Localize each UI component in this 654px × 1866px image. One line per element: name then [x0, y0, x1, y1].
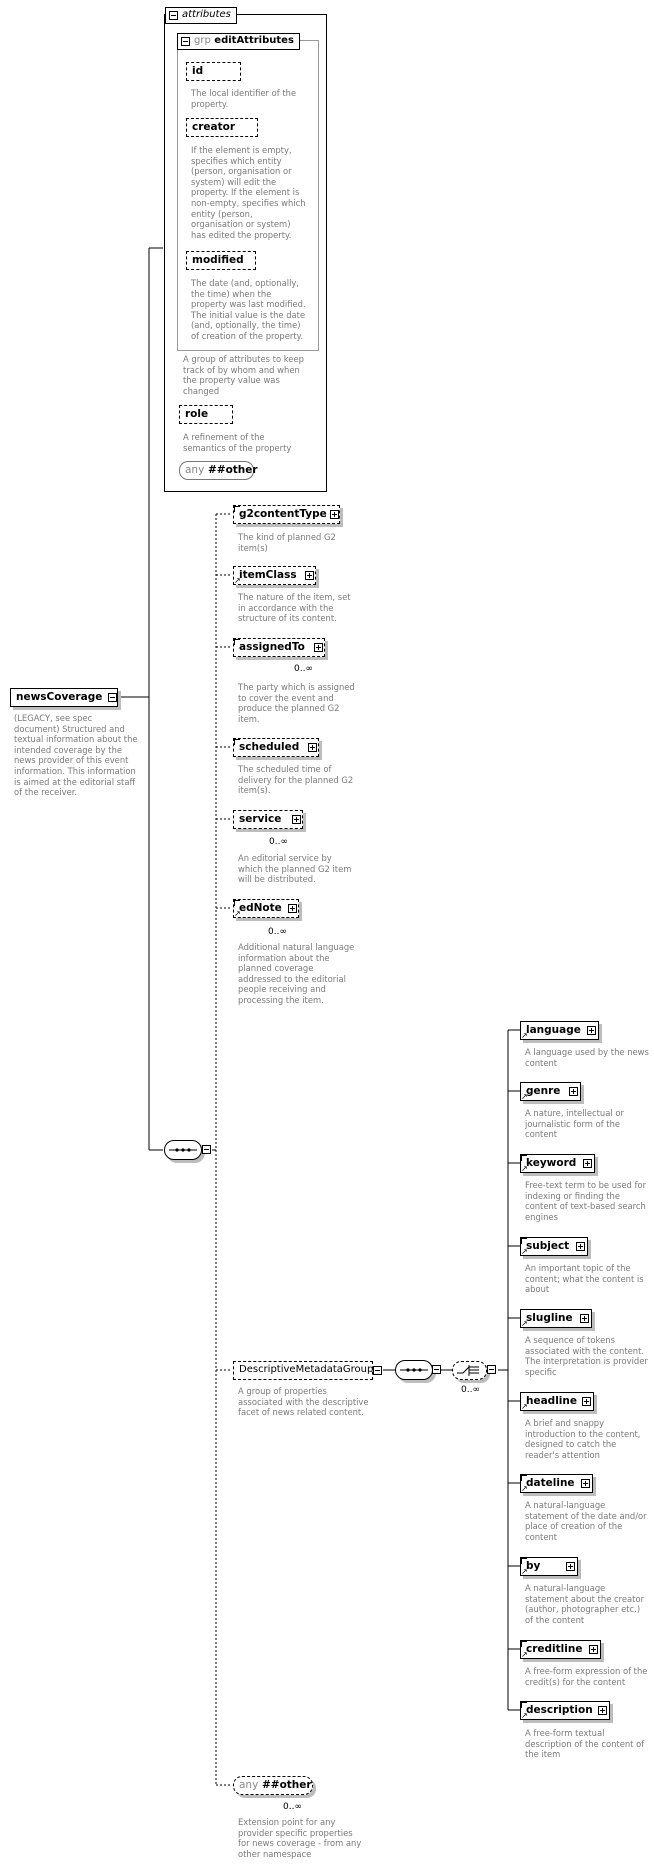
element-slugline-desc: A sequence of tokens associated with the content. The interpretation is provider specific: [525, 1335, 648, 1377]
sequence-any-other[interactable]: any ##other: [233, 1776, 313, 1795]
element-subject-desc: An important topic of the content; what the content is about: [525, 1263, 644, 1295]
expand-icon[interactable]: [583, 1159, 592, 1168]
element-corner: [521, 1641, 527, 1647]
collapse-icon[interactable]: [373, 1366, 382, 1375]
expand-icon[interactable]: [308, 743, 317, 752]
choice-cardinality: 0..∞: [461, 1385, 480, 1395]
reference-arrow-icon: ↗: [521, 1650, 528, 1659]
edit-attributes-group-title[interactable]: grp editAttributes: [177, 33, 300, 50]
reference-arrow-icon: ↗: [521, 1319, 528, 1328]
element-description[interactable]: description: [520, 1701, 610, 1720]
element-corner: [521, 1155, 527, 1161]
reference-arrow-icon: ↗: [521, 1402, 528, 1411]
collapse-icon[interactable]: [432, 1365, 441, 1374]
element-subject[interactable]: subject: [520, 1237, 588, 1256]
sequence-icon: [165, 1141, 201, 1159]
element-g2contentType-desc: The kind of planned G2 item(s): [238, 532, 336, 553]
element-service-cardinality: 0..∞: [269, 837, 288, 847]
expand-icon[interactable]: [566, 1562, 575, 1571]
reference-arrow-icon: ↗: [521, 1711, 528, 1720]
choice-icon: [453, 1362, 486, 1379]
element-by-desc: A natural-language statement about the creator (author, photographer etc.) of the content: [525, 1583, 645, 1625]
reference-arrow-icon: ↗: [521, 1164, 528, 1173]
collapse-icon[interactable]: [108, 693, 117, 702]
attribute-id-desc: The local identifier of the property.: [191, 88, 297, 109]
element-corner: [521, 1702, 527, 1708]
reference-arrow-icon: ↗: [234, 576, 241, 585]
reference-arrow-icon: ↗: [521, 1031, 528, 1040]
element-corner: [521, 1238, 527, 1244]
expand-icon[interactable]: [576, 1242, 585, 1251]
element-slugline[interactable]: slugline: [520, 1309, 592, 1328]
collapse-icon[interactable]: [202, 1145, 211, 1154]
element-creditline-desc: A free-form expression of the credit(s) for the content: [525, 1666, 648, 1687]
element-scheduled-desc: The scheduled time of delivery for the planned G2 item(s).: [238, 764, 354, 796]
element-edNote-desc: Additional natural language information about the planned coverage addressed to the editorial people receiving and processing the item.: [238, 942, 355, 1005]
expand-icon[interactable]: [330, 510, 339, 519]
attribute-any-other[interactable]: any ##other: [179, 461, 254, 480]
element-corner: [234, 900, 240, 906]
collapse-icon[interactable]: [487, 1365, 496, 1374]
collapse-icon[interactable]: [181, 37, 190, 46]
element-edNote[interactable]: edNote: [233, 899, 299, 918]
reference-arrow-icon: ↗: [521, 1484, 528, 1493]
expand-icon[interactable]: [589, 1645, 598, 1654]
element-service[interactable]: service: [233, 810, 303, 829]
element-by[interactable]: by: [520, 1557, 578, 1576]
element-description-desc: A free-form textual description of the content of the item: [525, 1728, 645, 1760]
element-service-desc: An editorial service by which the planned G2 item will be distributed.: [238, 853, 352, 885]
element-scheduled[interactable]: scheduled: [233, 738, 319, 757]
attribute-modified-desc: The date (and, optionally, the time) when the property was last modified. The initial value is the date (and, optionally, the time) of creation of the property.: [191, 278, 306, 341]
expand-icon[interactable]: [569, 1087, 578, 1096]
element-genre[interactable]: genre: [520, 1082, 581, 1101]
element-corner: [234, 639, 240, 645]
expand-icon[interactable]: [581, 1479, 590, 1488]
edit-attributes-group-desc: A group of attributes to keep track of by whom and when the property value was changed: [183, 354, 304, 396]
reference-arrow-icon: ↗: [234, 909, 241, 918]
element-assignedTo-cardinality: 0..∞: [294, 664, 313, 674]
reference-arrow-icon: ↗: [521, 1567, 528, 1576]
element-corner: [234, 506, 240, 512]
expand-icon[interactable]: [305, 571, 314, 580]
element-creditline[interactable]: creditline: [520, 1640, 601, 1659]
element-dateline-desc: A natural-language statement of the date and/or place of creation of the content: [525, 1500, 647, 1542]
sequence-compositor[interactable]: [164, 1140, 202, 1160]
expand-icon[interactable]: [598, 1706, 607, 1715]
element-keyword[interactable]: keyword: [520, 1154, 595, 1173]
expand-icon[interactable]: [288, 904, 297, 913]
element-itemClass[interactable]: itemClass: [233, 566, 316, 585]
expand-icon[interactable]: [580, 1314, 589, 1323]
element-headline-desc: A brief and snappy introduction to the content, designed to catch the reader's attention: [525, 1418, 641, 1460]
expand-icon[interactable]: [582, 1397, 591, 1406]
attribute-creator-desc: If the element is empty, specifies which entity (person, organisation or system) will edit the property. If the element is non-empty, specifies which entity (person, organisation or system) has edited the property.: [191, 145, 306, 240]
attribute-role[interactable]: role: [179, 405, 233, 424]
expand-icon[interactable]: [314, 643, 323, 652]
choice-compositor[interactable]: [452, 1361, 487, 1380]
element-corner: [521, 1558, 527, 1564]
element-dateline[interactable]: dateline: [520, 1474, 593, 1493]
group-descriptive-metadata[interactable]: DescriptiveMetadataGroup: [233, 1361, 373, 1380]
attribute-modified[interactable]: modified: [186, 251, 256, 270]
element-g2contentType[interactable]: g2contentType: [233, 505, 340, 524]
element-language-desc: A language used by the news content: [525, 1047, 649, 1068]
attribute-role-desc: A refinement of the semantics of the property: [183, 432, 292, 453]
element-itemClass-desc: The nature of the item, set in accordance with the structure of its content.: [238, 592, 351, 624]
reference-arrow-icon: ↗: [521, 1092, 528, 1101]
inner-sequence-compositor[interactable]: [395, 1360, 433, 1380]
element-genre-desc: A nature, intellectual or journalistic form of the content: [525, 1108, 624, 1140]
sequence-any-cardinality: 0..∞: [283, 1802, 302, 1812]
sequence-icon: [396, 1361, 432, 1379]
root-element-desc: (LEGACY, see spec document) Structured and textual information about the intended coverage by the news provider of this event information. This information is aimed at the editorial staff of the receiver.: [14, 713, 138, 798]
sequence-any-desc: Extension point for any provider specific properties for news coverage - from any other namespace: [238, 1817, 362, 1859]
element-assignedTo[interactable]: assignedTo: [233, 638, 325, 657]
attribute-creator[interactable]: creator: [186, 118, 258, 137]
reference-arrow-icon: ↗: [521, 1247, 528, 1256]
element-keyword-desc: Free-text term to be used for indexing or finding the content of text-based search engines: [525, 1180, 647, 1222]
attribute-id[interactable]: id: [186, 62, 241, 81]
group-descriptive-metadata-desc: A group of properties associated with the descriptive facet of news related content.: [238, 1386, 369, 1418]
element-assignedTo-desc: The party which is assigned to cover the event and produce the planned G2 item.: [238, 682, 355, 724]
element-language[interactable]: language: [520, 1021, 599, 1040]
element-corner: [234, 739, 240, 745]
root-element-name: newsCoverage: [16, 691, 103, 703]
root-element-box[interactable]: [10, 688, 118, 707]
element-edNote-cardinality: 0..∞: [268, 927, 287, 937]
element-headline[interactable]: headline: [520, 1392, 594, 1411]
element-corner: [521, 1475, 527, 1481]
collapse-icon[interactable]: [169, 11, 178, 20]
attributes-title[interactable]: attributes: [165, 7, 237, 24]
expand-icon[interactable]: [587, 1026, 596, 1035]
expand-icon[interactable]: [292, 815, 301, 824]
